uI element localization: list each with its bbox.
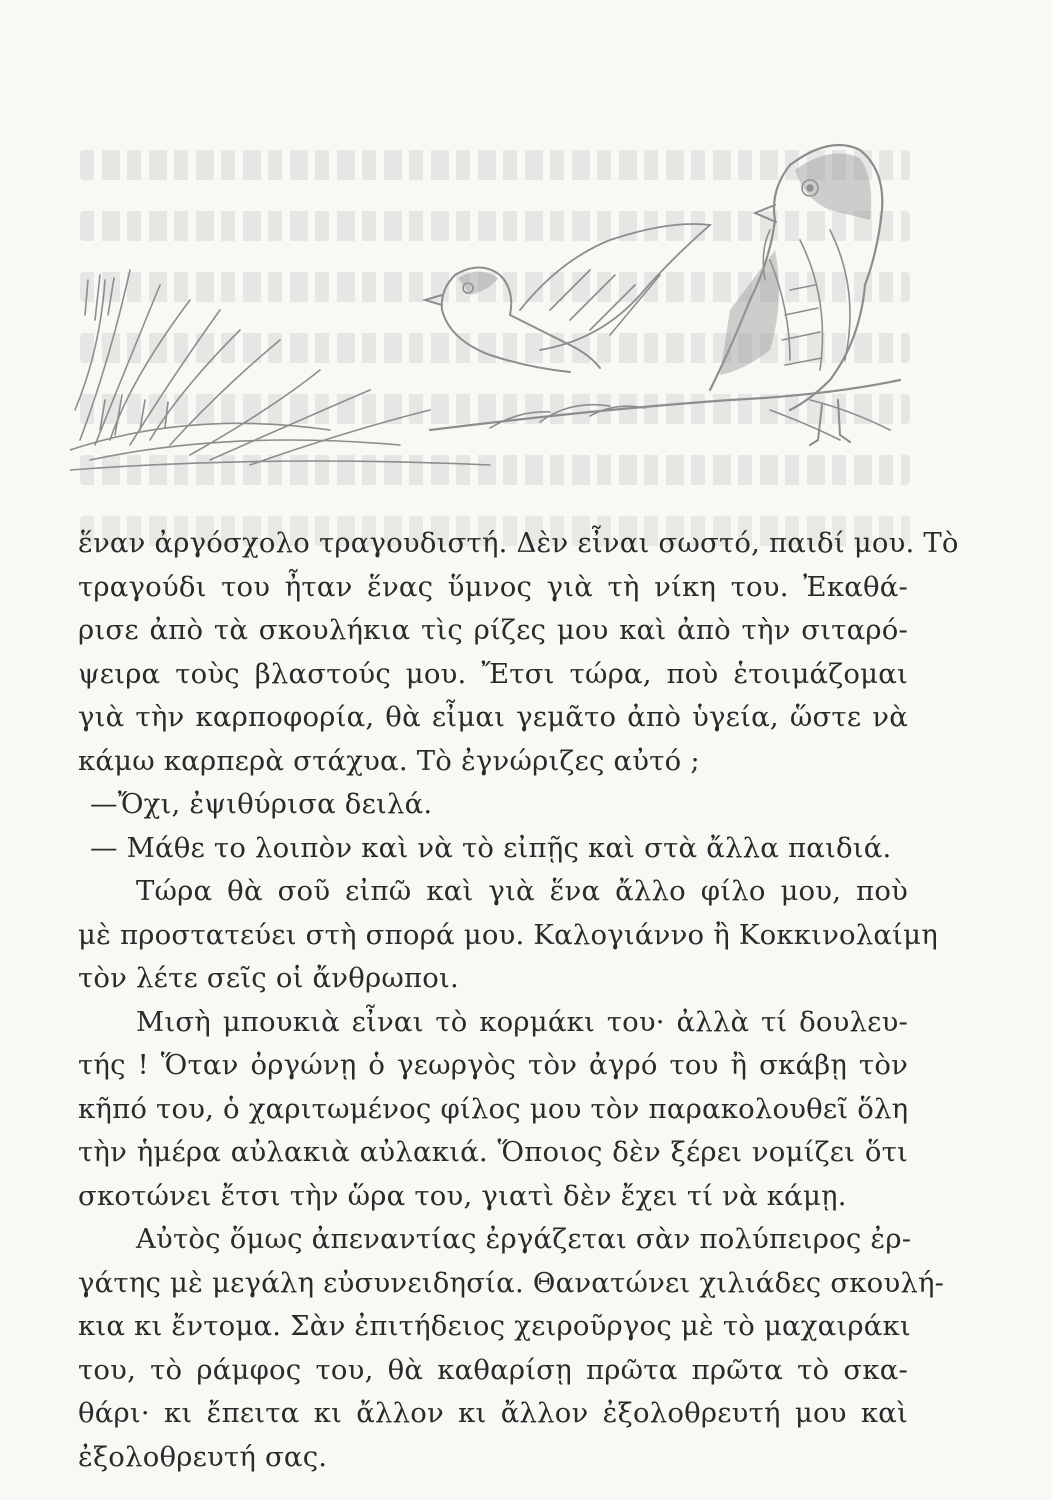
text-line: τὴν ἡμέρα αὐλακιὰ αὐλακιά. Ὅποιος δὲν ξέρει νομίζει ὅτι xyxy=(78,1136,908,1168)
paragraph-first-line: Μισὴ μπουκιὰ εἶναι τὸ κορμάκι του· ἀλλὰ τί δουλευ- xyxy=(136,1005,908,1038)
dialogue-line: — Μάθε το λοιπὸν καὶ νὰ τὸ εἰπῇς καὶ στὰ ἄλλα παιδιά. xyxy=(90,831,892,864)
text-line: θάρι· κι ἔπειτα κι ἄλλον κι ἄλλον ἐξολοθρευτή μου καὶ xyxy=(78,1397,908,1429)
text-line: κάμω καρπερὰ στάχυα. Τὸ ἐγνώριζες αὐτό ; xyxy=(78,744,700,777)
text-line: του, τὸ ράμφος του, θὰ καθαρίσῃ πρῶτα πρῶτα τὸ σκα- xyxy=(78,1353,908,1386)
text-line: ἐξολοθρευτή σας. xyxy=(78,1440,328,1473)
text-line: ἕναν ἀργόσχολο τραγουδιστή. Δὲν εἶναι σωστό, παιδί μου. Τὸ xyxy=(78,527,959,559)
text-line: κῆπό του, ὁ χαριτωμένος φίλος μου τὸν παρακολουθεῖ ὅλη xyxy=(78,1092,909,1125)
text-line: γιὰ τὴν καρποφορία, θὰ εἶμαι γεμᾶτο ἀπὸ ὑγεία, ὥστε νὰ xyxy=(78,701,908,733)
paragraph-first-line: Τώρα θὰ σοῦ εἰπῶ καὶ γιὰ ἕνα ἄλλο φίλο μου, ποὺ xyxy=(136,875,908,907)
text-line: τὸν λέτε σεῖς οἱ ἄνθρωποι. xyxy=(78,962,459,994)
text-line: τής ! Ὅταν ὀργώνῃ ὁ γεωργὸς τὸν ἀγρό του ἢ σκάβῃ τὸν xyxy=(78,1049,908,1081)
two-birds-on-branch-illustration xyxy=(70,110,910,490)
text-line: κια κι ἔντομα. Σὰν ἐπιτήδειος χειροῦργος μὲ τὸ μαχαιράκι xyxy=(78,1310,911,1342)
text-line: μὲ προστατεύει στὴ σπορά μου. Καλογιάννο ἢ Κοκκινολαίμη xyxy=(78,918,938,951)
dialogue-line: —Ὄχι, ἐψιθύρισα δειλά. xyxy=(90,788,433,820)
text-line: τραγούδι του ἦταν ἕνας ὕμνος γιὰ τὴ νίκη του. Ἐκαθά- xyxy=(78,570,908,603)
text-line: γάτης μὲ μεγάλη εὐσυνειδησία. Θανατώνει χιλιάδες σκουλή- xyxy=(78,1266,945,1299)
body-text xyxy=(78,522,959,1479)
text-line: ψειρα τοὺς βλαστούς μου. Ἔτσι τώρα, ποὺ ἑτοιμάζομαι xyxy=(78,657,908,690)
paragraph-first-line: Αὐτὸς ὅμως ἀπεναντίας ἐργάζεται σὰν πολύπειρος ἐρ- xyxy=(136,1223,912,1255)
text-line: σκοτώνει ἔτσι τὴν ὥρα του, γιατὶ δὲν ἔχει τί νὰ κάμῃ. xyxy=(78,1179,847,1212)
text-line: ρισε ἀπὸ τὰ σκουλήκια τὶς ρίζες μου καὶ ἀπὸ τὴν σιταρό- xyxy=(78,614,908,646)
